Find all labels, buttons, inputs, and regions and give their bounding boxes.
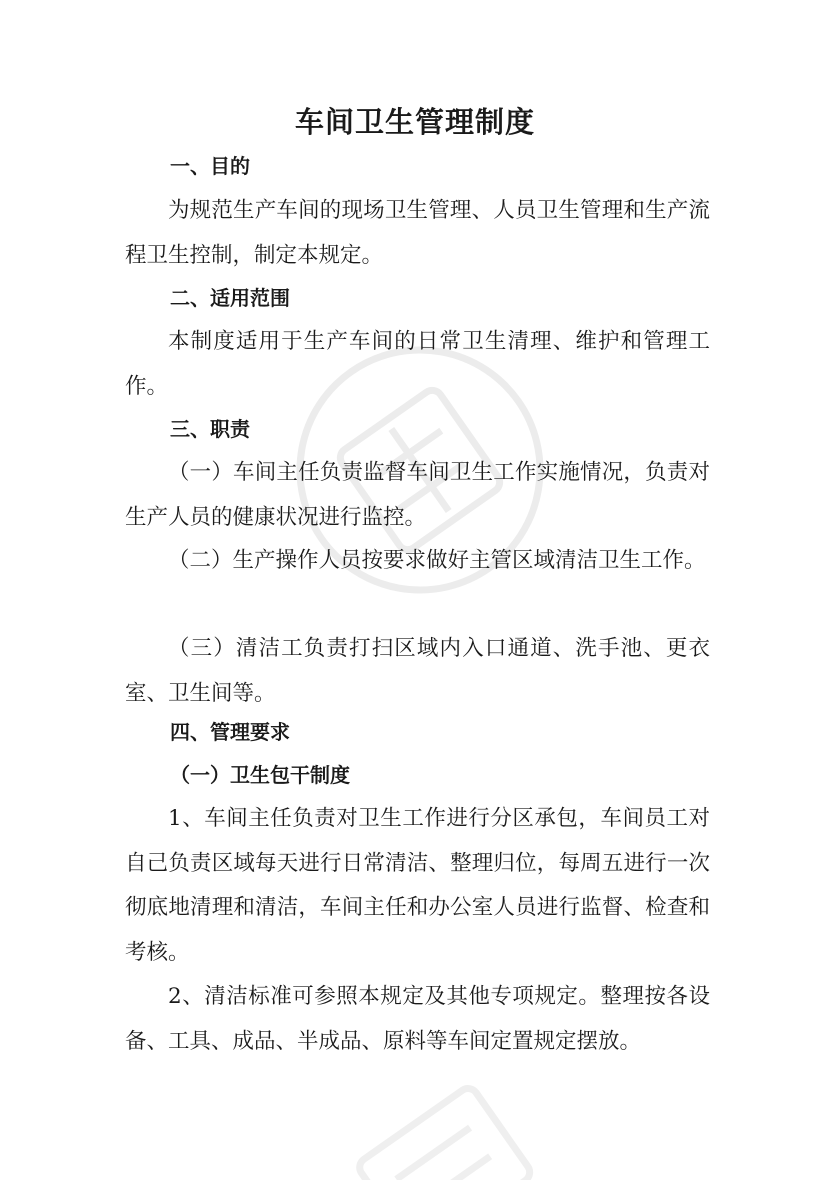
page-title: 车间卫生管理制度 xyxy=(294,105,535,139)
section-heading-scope: 二、适用范围 xyxy=(170,286,290,310)
section-heading-requirements: 四、管理要求 xyxy=(170,720,290,744)
section-heading-duties: 三、职责 xyxy=(170,417,250,441)
duties-paragraph-1: （一）车间主任负责监督车间卫生工作实施情况，负责对生产人员的健康状况进行监控。 xyxy=(125,460,710,530)
requirements-paragraph-2: 2、清洁标准可参照本规定及其他专项规定。整理按各设备、工具、成品、半成品、原料等车间定置规定摆放。 xyxy=(125,984,710,1054)
requirements-paragraph-1: 1、车间主任负责对卫生工作进行分区承包，车间员工对自己负责区域每天进行日常清洁、整理归位，每周五进行一次彻底地清理和清洁，车间主任和办公室人员进行监督、检查和考核。 xyxy=(125,806,710,965)
duties-paragraph-2: （二）生产操作人员按要求做好主管区域清洁卫生工作。 xyxy=(168,548,706,573)
watermark-logo-bottom xyxy=(300,1050,600,1180)
section-heading-purpose: 一、目的 xyxy=(170,154,250,178)
section-purpose-paragraph: 为规范生产车间的现场卫生管理、人员卫生管理和生产流程卫生控制，制定本规定。 xyxy=(125,198,710,268)
section-scope-paragraph: 本制度适用于生产车间的日常卫生清理、维护和管理工作。 xyxy=(125,329,710,399)
duties-paragraph-3: （三）清洁工负责打扫区域内入口通道、洗手池、更衣室、卫生间等。 xyxy=(125,636,710,706)
subsection-heading-hygiene-contract: （一）卫生包干制度 xyxy=(170,763,350,787)
